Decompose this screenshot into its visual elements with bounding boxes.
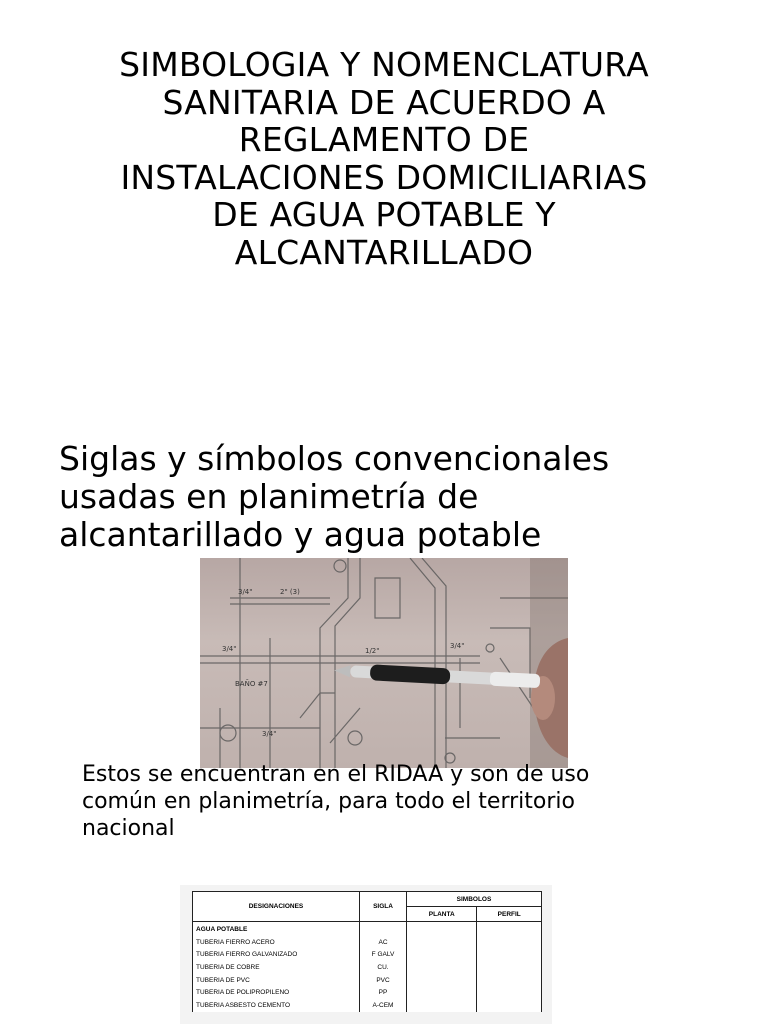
col-perfil: PERFIL — [477, 907, 542, 922]
table-row — [193, 936, 542, 949]
col-sigla: SIGLA — [360, 892, 407, 922]
plan-label: 2" (3) — [280, 588, 300, 596]
row-sigla: CU. — [360, 961, 407, 974]
section-heading — [59, 440, 699, 554]
table-row — [193, 999, 542, 1012]
group-label: AGUA POTABLE — [193, 922, 360, 937]
row-name: TUBERIA DE COBRE — [193, 961, 360, 974]
table-row — [193, 961, 542, 974]
row-sigla: AC — [360, 936, 407, 949]
table-row — [193, 949, 542, 962]
plan-label: 3/4" — [450, 642, 465, 650]
note-line: nacional — [82, 816, 175, 841]
plan-label: 1/2" — [365, 647, 380, 655]
col-designaciones: DESIGNACIONES — [193, 892, 360, 922]
table-row — [193, 974, 542, 987]
col-planta: PLANTA — [407, 907, 477, 922]
row-name: TUBERIA DE POLIPROPILENO — [193, 986, 360, 999]
row-sigla: F GALV — [360, 949, 407, 962]
title-line: INSTALACIONES DOMICILIARIAS — [120, 157, 648, 197]
title-line: ALCANTARILLADO — [234, 232, 534, 272]
heading-line: usadas en planimetría de — [59, 477, 479, 516]
note-line: Estos se encuentran en el RIDAA y son de uso — [82, 762, 590, 787]
symbols-table-image — [180, 885, 552, 1024]
row-name: TUBERIA FIERRO GALVANIZADO — [193, 949, 360, 962]
row-sigla: PVC — [360, 974, 407, 987]
slide-title — [60, 46, 708, 271]
row-name: TUBERIA FIERRO ACERO — [193, 936, 360, 949]
title-line: DE AGUA POTABLE Y — [212, 195, 556, 234]
plan-label: 3/4" — [222, 645, 237, 653]
title-line: SANITARIA DE ACUERDO A — [162, 82, 606, 122]
plan-label: BAÑO #7 — [235, 680, 268, 688]
symbols-table — [192, 891, 542, 1012]
plan-label: 3/4" — [262, 730, 277, 738]
heading-line: Siglas y símbolos convencionales — [59, 439, 610, 478]
note-line: común en planimetría, para todo el territorio — [82, 789, 575, 814]
heading-line: alcantarillado y agua potable — [59, 515, 542, 554]
col-simbolos: SIMBOLOS — [407, 892, 542, 907]
plan-label: 3/4" — [238, 588, 253, 596]
title-line: SIMBOLOGIA Y NOMENCLATURA — [119, 45, 649, 84]
plan-photo — [200, 558, 568, 768]
row-name: TUBERIA ASBESTO CEMENTO — [193, 999, 360, 1012]
table-row — [193, 986, 542, 999]
title-line: REGLAMENTO DE — [238, 120, 530, 159]
row-sigla: A-CEM — [360, 999, 407, 1012]
row-name: TUBERIA DE PVC — [193, 974, 360, 987]
note-text — [82, 761, 682, 842]
row-sigla: PP — [360, 986, 407, 999]
